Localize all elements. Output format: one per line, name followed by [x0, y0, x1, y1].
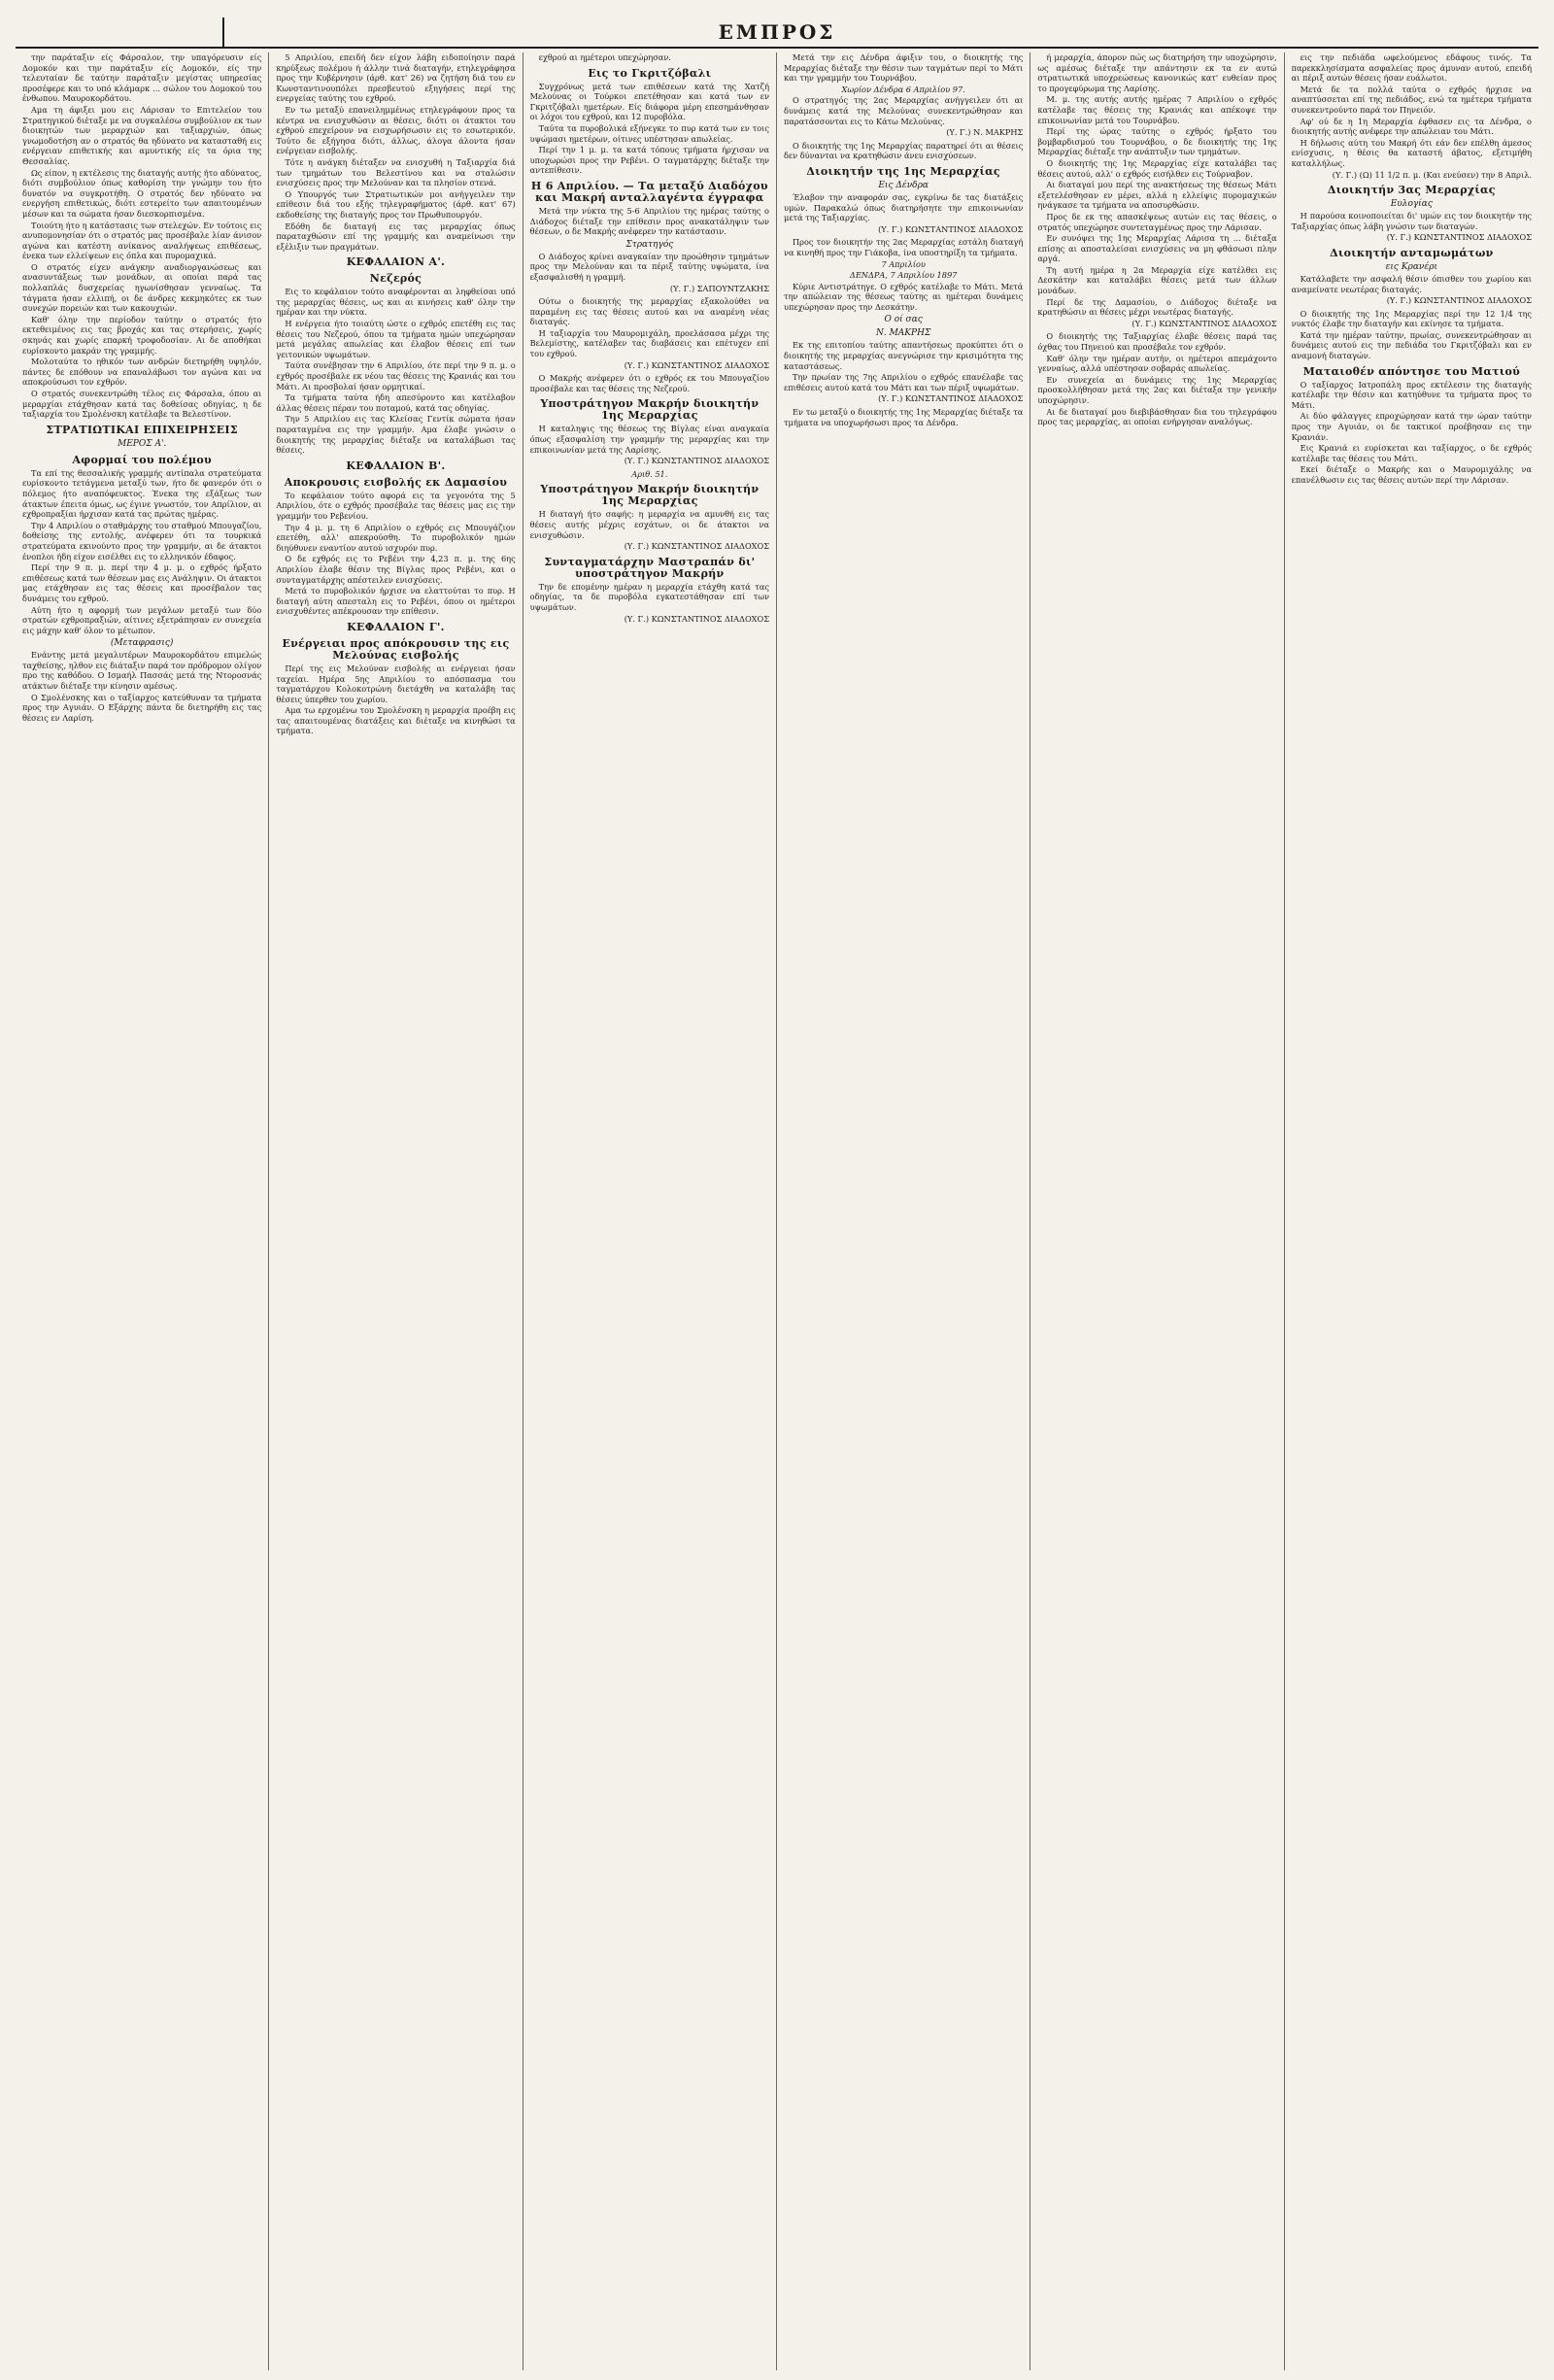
paragraph: Η ενέργεια ήτο τοιαύτη ώστε ο εχθρός επετέθη εις τας θέσεις του Νεζερού, όπου τα τμήματα ημών υπεχώρησαν μετά μεγάλας απωλείας και έλαβον θέσεις επί των γειτονικών υψωμάτων.	[276, 319, 516, 359]
paragraph: 5 Απριλίου, επειδή δεν είχον λάβη ειδοποίησιν παρά κηρύξεως πολέμου ή άλλην τινά διαταγήν, ετηλεγράφησα προς την Κυβέρνησιν (άρθ. κατ' 26) να ζητήση διά του εν Κωνσταντινουπόλει πρεσβευτού εξηγήσεις περί της ενεργείας ταύτης του εχθρού.	[276, 52, 516, 104]
paragraph: Εν τω μεταξύ ο διοικητής της 1ης Μεραρχίας διέταξε τα τμήματα να υποχωρήσωσι προς τα Δένδρα.	[784, 407, 1024, 427]
dateline: Χωρίον Δένδρα 6 Απριλίου 97.	[841, 84, 965, 94]
paragraph: Ο διοικητής της 1ης Μεραρχίας παρατηρεί ότι αι θέσεις δεν δύνανται να κρατηθώσιν άνευ ενισχύσεων.	[784, 140, 1024, 161]
paragraph: Προς τον διοικητήν της 2ας Μεραρχίας εστάλη διαταγή να κινηθή προς την Γιάκοβα, ίνα υποστηρίξη τα τμήματα.	[784, 237, 1024, 257]
dateline: 7 Απριλίου	[881, 258, 926, 269]
section-heading: Νεζερός	[369, 272, 422, 286]
section-heading: Η 6 Απριλίου. — Τα μεταξύ Διαδόχου και Μακρή ανταλλαγέντα έγγραφα	[530, 179, 768, 204]
text-column-6	[1285, 52, 1538, 2370]
section-heading: Διοικητήν της 1ης Μεραρχίας	[806, 164, 1000, 178]
paragraph: Ο διοικητής της 1ης Μεραρχίας περί την 12 1/4 της νυκτός έλαβε την διαταγήν και εκίνησε τα τμήματα.	[1291, 308, 1532, 329]
paragraph: Ο στρατηγός της 2ας Μεραρχίας ανήγγειλεν ότι αι δυνάμεις κατά της Μελούνας συνεκεντρώθησαν και παρατάσσονται εις το Κάτω Μελούνας.	[784, 95, 1024, 126]
paragraph: Ο στρατός συνεκεντρώθη τέλος εις Φάρσαλα, όπου αι μεραρχίαι ετάχθησαν κατά τας δοθείσας οδηγίας, η δε ταξιαρχία του Σμολένσκη κατέλαβε τα Βελεστίνον.	[22, 389, 262, 420]
paragraph: Το κεφάλαιον τούτο αφορά εις τα γεγονότα της 5 Απριλίου, ότε ο εχθρός προσέβαλε τας θέσεις μας εις την γραμμήν του Ρεβενίου.	[276, 490, 516, 521]
section-heading: ΚΕΦΑΛΑΙΟΝ Γ'.	[347, 620, 445, 633]
paragraph: Περί την 9 π. μ. περί την 4 μ. μ. ο εχθρός ήρξατο επιθέσεως κατά των θέσεων μας εις Ανάληψιν. Οι άτακτοι μας ετάχθησαν εις τας θέσεις και προσέβαλον τας δυνάμεις του εχθρού.	[22, 562, 262, 603]
subheading: Στρατηγός	[625, 239, 674, 250]
subheading: Εις Δένδρα	[878, 180, 929, 190]
paragraph: Η ταξιαρχία του Μαυρομιχάλη, προελάσασα μέχρι της Βελεμίστης, κατέλαβεν τας διαβάσεις και επέτυχεν επί του εχθρού.	[529, 327, 769, 359]
dateline: ΔΕΝΔΡΑ, 7 Απριλίου 1897	[849, 270, 958, 281]
paragraph: Εις το κεφάλαιον τούτο αναφέρονται αι ληφθείσαι υπό της μεραρχίας θέσεις, ως και αι κινήσεις καθ' όλην την ημέραν και την νύκτα.	[276, 287, 516, 318]
signature-line: (Υ. Γ.) Ν. ΜΑΚΡΗΣ	[946, 127, 1024, 138]
paragraph: Τοιούτη ήτο η κατάστασις των στελεχών. Εν τούτοις εις ανυπομονησίαν ότι ο στρατός μας προσέβαλε λίαν άνισον αγώνα και κατέστη ανίκανος αναλήψεως επιθέσεως, ένεκα των ελλείψεων εις όπλα και πυρομαχικά.	[22, 220, 262, 261]
section-heading: ΣΤΡΑΤΙΩΤΙΚΑΙ ΕΠΙΧΕΙΡΗΣΕΙΣ	[46, 423, 238, 436]
paragraph: Κύριε Αντιστράτηγε. Ο εχθρός κατέλαβε το Μάτι. Μετά την απώλειαν της θέσεως ταύτης αι ημέτεραι δυνάμεις υπεχώρησαν προς την Δεσκάτην.	[784, 281, 1024, 312]
paragraph: Περί την 1 μ. μ. τα κατά τόπους τμήματα ήρχισαν να υποχωρώσι προς την Ρεβένι. Ο ταγματάρχης διέταξε την αντεπίθεσιν.	[529, 145, 769, 176]
subheading: ΜΕΡΟΣ Α'.	[118, 438, 167, 449]
section-heading: Συνταγματάρχην Μαστραπάν δι' υποστράτηγον Μακρήν	[544, 555, 756, 580]
columns-container	[16, 52, 1538, 2370]
newspaper-title: ΕΜΠΡΟΣ	[718, 20, 836, 44]
paragraph: Εν τω μεταξύ επανειλημμένως ετηλεγράφουν προς τα κέντρα να ενισχυθώσιν αι θέσεις, διότι οι άτακτοι του εχθρού επεχείρουν να εισχωρήσωσιν εις το εσωτερικόν. Τούτο δε εξήγησα διότι, άλλως, άλογα άλοντα ήσαν ενέργειαν εισβολής.	[276, 104, 516, 156]
paragraph: Τα επί της θεσσαλικής γραμμής αντίπαλα στρατεύματα ευρίσκοντο τετάγμενα μεταξύ των, ήτο δε φανερόν ότι ο πόλεμος ήτο αναπόφευκτος. Ένεκα της εξάξεως των άτακτων έπειτα όμως, ως έγινε γνωστόν, τον Απρίλιον, αι εχθροπραξίαι ήρχισαν κατά τας πρώτας ημέρας.	[22, 467, 262, 520]
paragraph: Καθ' όλην την περίοδον ταύτην ο στρατός ήτο εκτεθειμένος εις τας βροχάς και τας στερήσεις, χωρίς σκηνάς και χωρίς επαρκή τροφοδοσίαν. Αι δε αποθήκαι ευρίσκοντο μακράν της γραμμής.	[22, 314, 262, 356]
paragraph: Αμα τω ερχομένω του Σμολένσκη η μεραρχία προέβη εις τας απαιτουμένας διατάξεις και διέταξε να κινηθώσι τα τμήματα.	[276, 705, 516, 736]
subheading: Ευλογίας	[1390, 199, 1433, 210]
section-heading: ΚΕΦΑΛΑΙΟΝ Β'.	[346, 459, 446, 472]
paragraph: Κατάλαβετε την ασφαλή θέσιν όπισθεν του χωρίου και αναμείνατε νεωτέρας διαταγάς.	[1291, 273, 1532, 294]
paragraph: Ως είπον, η εκτέλεσις της διαταγής αυτής ήτο αδύνατος, διότι συμβούλιον όπως καθορίση την γνώμην του ήτο δυνατόν να συγκροτήθη. Ο στρατός δεν ηδύνατο να ενεργήση επιθετικώς, διότι εστερείτο των απαιτουμένων μέσων και τα σώματα ήσαν διεσκορπισμένα.	[22, 167, 262, 219]
paragraph: Αι διαταγαί μου περί της ανακτήσεως της θέσεως Μάτι εξετελέσθησαν εν μέρει, αλλά η ελλείψις πυρομαχικών ηνάγκασε τα τμήματα να αποσυρθώσιν.	[1037, 180, 1277, 211]
paragraph: Αμα τη άφιξει μου εις Λάρισαν το Επιτελείον του Στρατηγικού διέταξε με να συγκαλέσω συμβούλιον εκ των διοικητών των μεραρχιών και ταξιαρχιών, όπως γνωμοδοτήση αν ο στρατός θα ηδύνατο να κατασταθή εις ενέργειαν επιθετικής και αμυντικής είς τα όρια της Θεσσαλίας.	[22, 104, 262, 166]
paragraph: Ούτω ο διοικητής της μεραρχίας εξακολούθει να παραμένη εις τας θέσεις αυτού και να αναμένη νέας διαταγάς.	[529, 296, 769, 327]
paragraph: Μετά την νύκτα της 5-6 Απριλίου της ημέρας ταύτης ο Διάδοχος διέταξε την επίθεσιν προς ανακατάληψιν των θέσεων, ο δε Μακρής ανέφερεν την κατάστασιν.	[529, 205, 769, 237]
paragraph: Προς δε εκ της απασκέψεως αυτών εις τας θέσεις, ο στρατός υπεχώρησε συντεταγμένως προς την Λάρισαν.	[1037, 211, 1277, 232]
section-heading: Αποκρουσις εισβολής εκ Δαμασίου	[284, 475, 508, 489]
paragraph: εις την πεδιάδα ωφελούμενος εδάφους τινός. Τα παρεκκλησίσματα ασφαλείας προς άμυναν αυτού, επειδή αι πέριξ αυτών θέσεις ήσαν ευάλωτοι.	[1291, 52, 1532, 84]
paragraph: Ο Διάδοχος κρίνει αναγκαίαν την προώθησιν τμημάτων προς την Μελούναν και τα πέριξ ταύτης υψώματα, ίνα εξασφαλισθή η γραμμή.	[529, 251, 769, 282]
section-heading: Ενέργειαι προς απόκρουσιν της εις Μελούνας εισβολής	[282, 636, 510, 662]
paragraph: Μετά την εις Δένδρα άφιξιν του, ο διοικητής της Μεραρχίας διέταξε την θέσιν των ταγμάτων περί το Μάτι και την γραμμήν του Τουρνάβου.	[784, 52, 1024, 84]
signature-line: (Υ. Γ.) ΚΩΝΣΤΑΝΤΙΝΟΣ ΔΙΑΔΟΧΟΣ	[624, 359, 769, 370]
text-column-5	[1030, 52, 1284, 2370]
fold-mark	[222, 17, 224, 47]
signature-line: (Υ. Γ.) ΚΩΝΣΤΑΝΤΙΝΟΣ ΔΙΑΔΟΧΟΣ	[878, 223, 1024, 234]
signature-line: (Υ. Γ.) ΣΑΠΟΥΝΤΖΑΚΗΣ	[669, 283, 769, 293]
paragraph: Την δε επομένην ημέραν η μεραρχία ετάχθη κατά τας οδηγίας, τα δε πυροβόλα εγκατεστάθησαν επί των υψωμάτων.	[529, 581, 769, 612]
subheading: Ο οί σας	[884, 315, 923, 325]
paragraph: Ο Υπουργός των Στρατιωτικών μοι ανήγγειλεν την επίθεσιν διά του εξής τηλεγραφήματος (άρθ. κατ' 67) εκδοθείσης της διαταγής προς τον Πρωθυπουργόν.	[276, 188, 516, 220]
paragraph: Περί της εις Μελούναν εισβολής αι ενέργειαι ήσαν ταχείαι. Ημέρα 5ης Απριλίου το απόσπασμα του ταγματάρχου Κολοκοτρώνη διετάχθη να καταλάβη τας θέσεις ύπερθεν του χωρίου.	[276, 663, 516, 704]
paragraph: Έλαβον την αναφοράν σας, εγκρίνω δε τας διατάξεις υμών. Παρακαλώ όπως διατηρήσητε την επικοινωνίαν μετά της Ταξιαρχίας.	[784, 191, 1024, 223]
paragraph: Ο στρατός είχεν ανάγκην αναδιοργανώσεως και ανασυντάξεως των μονάδων, αι οποίαι παρά τας πολλαπλάς δυσχερείας ηγωνίσθησαν γενναίως. Τα τάγματα ήσαν ελλιπή, οι δε άνδρες κεκμηκότες εκ των συνεχών πορειών και των κακουχιών.	[22, 261, 262, 314]
paragraph: Αφ' ού δε η 1η Μεραρχία έφθασεν εις τα Δένδρα, ο διοικητής αυτής ανέφερε την απώλειαν του Μάτι.	[1291, 116, 1532, 137]
section-heading: ΚΕΦΑΛΑΙΟΝ Α'.	[346, 255, 446, 269]
paragraph: Συγχρόνως μετά των επιθέσεων κατά της Χατζή Μελούνας οι Τούρκοι επετέθησαν και κατά των εν Γκριτζόβαλι ημετέρων. Είς διάφορα μέρη επεσημάνθησαν οι λόχοι του εχθρού, και 12 πυροβόλα.	[529, 81, 769, 122]
signature-line: (Υ. Γ.) ΚΩΝΣΤΑΝΤΙΝΟΣ ΔΙΑΔΟΧΟΣ	[624, 613, 769, 624]
paragraph: την παράταξιν είς Φάρσαλον, την υπαγόρευσιν είς Δομοκόν και την παράταξιν είς Δομοκόν, είς την τελευταίαν δε ταύτην παράταξιν μεγίστας υπηρεσίας προσέφερε και το υπό κλάμαρκ ... σώλον του Δομοκού του ένθωπου. Μαυροκορδάτου.	[22, 52, 262, 104]
paragraph: Εκ της επιτοπίου ταύτης απαντήσεως προκύπτει ότι ο διοικητής της μεραρχίας ανεγνώρισε την κρισιμότητα της καταστάσεως.	[784, 340, 1024, 371]
text-column-3	[524, 52, 777, 2370]
paragraph: Ο διοικητής της Ταξιαρχίας έλαβε θέσεις παρά τας όχθας του Πηνειού και προσέβαλε τον εχθρόν.	[1037, 331, 1277, 353]
paragraph: Μ. μ. της αυτής αυτής ημέρας 7 Απριλίου ο εχθρός κατέλαβε τας θέσεις της Κρανιάς και απέκοψε την επικοινωνίαν μετά του Τουρνάβου.	[1037, 94, 1277, 125]
paragraph: Μετά δε τα πολλά ταύτα ο εχθρός ήρχισε να αναπτύσσεται επί της πεδιάδος, ενώ τα ημέτερα τμήματα συνεκεντρούντο παρά τον Πηνειόν.	[1291, 84, 1532, 115]
section-heading: Ματαιοθέν απόντησε του Ματιού	[1302, 364, 1521, 378]
paragraph: Εν συνεχεία αι δυνάμεις της 1ης Μεραρχίας προσκολλήθησαν μετά της 2ας και διέταξα την γενικήν υποχώρησιν.	[1037, 374, 1277, 405]
signature-line: (Υ. Γ.) ΚΩΝΣΤΑΝΤΙΝΟΣ ΔΙΑΔΟΧΟΣ	[1132, 318, 1277, 328]
paragraph: Ο Μακρής ανέφερεν ότι ο εχθρός εκ του Μπουγαζίου προσέβαλε και τας θέσεις της Νεζερού.	[529, 373, 769, 393]
paragraph: Ενάντης μετά μεγαλυτέρων Μαυροκορδάτου επιμελώς ταχθείσης, ηλθον εις διάταξιν παρά τον πρόδρομον ολίγον προ της καθόδου. Ο Ισμαήλ Πασσάς μετά της Ντοροσνάς ατάκτων διέταξε την κίνησιν αμέσως.	[22, 650, 262, 692]
paragraph: Τα τμήματα ταύτα ήδη απεσύροντο και κατέλαβον άλλας θέσεις πέραν του ποταμού, κατά τας οδηγίας.	[276, 392, 516, 413]
paragraph: Η παρούσα κοινοποιείται δι' υμών εις τον διοικητήν της Ταξιαρχίας όπως λάβη γνώσιν των διαταγών.	[1291, 211, 1532, 231]
paragraph: ή μεραρχία, άπορον πώς ως διατηρήση την υποχώρησιν, ως αμέσως διέταξε την απάντησιν εκ τα εν αυτώ στρατιωτικά υποχρεώσεως κανονικώς κατ' ευθείαν προς το προγεφύρωμα της Λαρίσης.	[1037, 52, 1277, 93]
paragraph: Ο ταξίαρχος Ιατροπάλη προς εκτέλεσιν της διαταγής κατέλαβε την θέσιν και κατηύθυνε τα τμήματα προς το Μάτι.	[1291, 379, 1532, 410]
signature-line: (Υ. Γ.) ΚΩΝΣΤΑΝΤΙΝΟΣ ΔΙΑΔΟΧΟΣ	[624, 541, 769, 552]
text-column-1	[16, 52, 269, 2370]
paragraph: Τη αυτή ημέρα η 2α Μεραρχία είχε κατέλθει εις Δεσκάτην και καταλάβει θέσεις μετά των άλλων μονάδων.	[1037, 264, 1277, 296]
paragraph: Ο δε εχθρός εις το Ρεβένι την 4,23 π. μ. της 6ης Απριλίου έλαβε θέσιν της Βίγλας προς Ρεβένι, και ο συνταγματάρχης απέστειλεν ενισχύσεις.	[276, 554, 516, 585]
paragraph: Την 4 μ. μ. τη 6 Απριλίου ο εχθρός εις Μπουγάζιον επετέθη, αλλ' απεκρούσθη. Το πυροβολικόν ημών διηύθυνεν εναντίον αυτού ισχυρόν πυρ.	[276, 522, 516, 553]
paragraph: Περί της ώρας ταύτης ο εχθρός ήρξατο του βομβαρδισμού του Τουρνάβου, ο δε διοικητής της 1ης Μεραρχίας διέταξε την ανάπτυξιν των τμημάτων.	[1037, 126, 1277, 157]
section-heading: Διοικητήν ανταμωμάτων	[1330, 246, 1494, 259]
subheading: (Μεταφρασις)	[110, 638, 174, 649]
paragraph: Εν συνόψει της 1ης Μεραρχίας Λάρισα τη ... διέταξα επίσης αι αποσταλείσαι ενισχύσεις να μη φθάσωσι πλην αργά.	[1037, 233, 1277, 264]
paragraph: Ο διοικητής της 1ης Μεραρχίας είχε καταλάβει τας θέσεις αυτού, αλλ' ο εχθρός εισήλθεν εις Τούρναβον.	[1037, 157, 1277, 179]
paragraph: Κατά την ημέραν ταύτην, πρωίας, συνεκεντρώθησαν αι δυνάμεις αυτού εις την πεδιάδα του Γκριτζόβαλι και εν αναμονή διαταγών.	[1291, 329, 1532, 361]
signature-line: (Υ. Γ.) ΚΩΝΣΤΑΝΤΙΝΟΣ ΔΙΑΔΟΧΟΣ	[624, 456, 769, 466]
paragraph: Ο Σμολένσκης και ο ταξίαρχος κατεύθυναν τα τμήματα προς την Αγυιάν. Ο Εξάρχης πάντα δε διετηρήθη εις τας θέσεις εν Λαρίση.	[22, 692, 262, 723]
paragraph: Τότε η ανάγκη διέταξεν να ενισχυθή η Ταξιαρχία διά των τμημάτων του Βελεστίνου και να σταλώσιν ενισχύσεις προς την Μελούναν και τα πλησίον στενά.	[276, 156, 516, 188]
paragraph: Την 5 Απριλίου εις τας Κλείσας Γεντίκ σώματα ήσαν παραταγμένα εις την γραμμήν. Αμα έλαβε γνώσιν ο διοικητής της μεραρχίας διέταξε να καταλάβωσι τας θέσεις.	[276, 414, 516, 456]
paragraph: εχθρού αι ημέτεροι υπεχώρησαν.	[538, 52, 671, 62]
paragraph: Μετά το πυροβολικόν ήρχισε να ελαττούται το πυρ. Η διαταγή αύτη απεσταλη εις το Ρεβένι, όπου οι ημέτεροι ενισχυθέντες απέκρουσαν την επίθεσιν.	[276, 586, 516, 617]
paragraph: Εκεί διέταξε ο Μακρής και ο Μαυρομιχάλης να επανέλθωσιν εις τας θέσεις αυτών περί την Λάρισαν.	[1291, 464, 1532, 485]
text-column-4	[777, 52, 1030, 2370]
section-heading: Διοικητήν 3ας Μεραρχίας	[1327, 184, 1496, 197]
paragraph: Εδόθη δε διαταγή εις τας μεραρχίας όπως παραταχθώσιν επί της γραμμής και αναμείνωσι την εξέλιξιν των πραγμάτων.	[276, 221, 516, 252]
paragraph: Η δήλωσις αύτη του Μακρή ότι εάν δεν επέλθη άμεσος ενίσχυσις, η θέσις θα καταστή άβατος, εξετιμήθη καταλλήλως.	[1291, 137, 1532, 168]
dateline: Αριθ. 51.	[631, 468, 668, 479]
paragraph: Ταύτα συνέβησαν την 6 Απριλίου, ότε περί την 9 π. μ. ο εχθρός προσέβαλε εκ νέου τας θέσεις της Κρανιάς και του Μάτι. Αι προσβολαί ήσαν ορμητικαί.	[276, 360, 516, 391]
signature-line: (Υ. Γ.) ΚΩΝΣΤΑΝΤΙΝΟΣ ΔΙΑΔΟΧΟΣ	[878, 393, 1024, 404]
section-heading: Εις το Γκριτζόβαλι	[588, 66, 712, 80]
section-heading: Υποστράτηγον Μακρήν διοικητήν 1ης Μεραρχίας	[540, 483, 760, 508]
signature-line: (Υ. Γ.) ΚΩΝΣΤΑΝΤΙΝΟΣ ΔΙΑΔΟΧΟΣ	[1386, 232, 1532, 243]
paragraph: Μολοταύτα το ηθικόν των ανδρών διετηρήθη υψηλόν, πάντες δε επόθουν να επαναλάβωσι τον αγώνα και να αποκρούσωσι τον εχθρόν.	[22, 357, 262, 388]
paragraph: Η διαταγή ήτο σαφής: η μεραρχία να αμυνθή εις τας θέσεις αυτής μέχρις εσχάτων, οι δε άτακτοι να ενισχυθώσιν.	[529, 509, 769, 540]
paragraph: Η καταληψις της θέσεως της Βίγλας είναι αναγκαία όπως εξασφαλίση την γραμμήν της μεραρχίας και την επικοινωνίαν μετά της Λαρίσης.	[529, 424, 769, 455]
paragraph: Εις Κρανιά ει ευρίσκεται και ταξίαρχος, ο δε εχθρός κατέλαβε τας θέσεις του Μάτι.	[1291, 443, 1532, 463]
section-heading: Υποστράτηγον Μακρήν διοικητήν 1ης Μεραρχίας	[540, 397, 760, 423]
paragraph: Καθ' όλην την ημέραν αυτήν, οι ημέτεροι απεμάχοντο γενναίως, αλλά υπέστησαν σοβαράς απωλείας.	[1037, 353, 1277, 374]
subheading: εις Κρανέρι	[1385, 261, 1438, 272]
paragraph: Την πρωίαν της 7ης Απριλίου ο εχθρός επανέλαβε τας επιθέσεις αυτού κατά του Μάτι και των πέριξ υψωμάτων.	[784, 372, 1024, 392]
paragraph: Την 4 Απριλίου ο σταθμάρχης του σταθμού Μπουγαζίου, δοθείσης της εντολής, ανέφερεν ότι τα τουρκικά στρατεύματα εκινούντο προς την γραμμήν, αι δε άτακτοι ένοπλοι ήδη είχον εισέλθει εις το ελληνικόν έδαφος.	[22, 520, 262, 561]
subheading: Ν. ΜΑΚΡΗΣ	[876, 328, 931, 339]
paragraph: Αύτη ήτο η αφορμή των μεγάλων μεταξύ των δύο στρατών εχθροπραξιών, αίτινες εξετράπησαν εν συνεχεία εις μάχην καθ' όλον το μέτωπον.	[22, 604, 262, 635]
paragraph: Περί δε της Δαμασίου, ο Διάδοχος διέταξε να κρατηθώσιν αι θέσεις μέχρι νεωτέρας διαταγής.	[1037, 296, 1277, 318]
signature-line: (Υ. Γ.) (Ω) 11 1/2 π. μ. (Και ενεύσεν) την 8 Απριλ.	[1332, 169, 1532, 180]
paragraph: Αι δύο φάλαγγες επροχώρησαν κατά την ώραν ταύτην προς την Αγυιάν, οι δε τακτικοί προέβησαν εις την Κρανιάν.	[1291, 411, 1532, 442]
masthead	[16, 17, 1538, 49]
text-column-2	[269, 52, 523, 2370]
paragraph: Αι δε διαταγαί μου διεβιβάσθησαν δια του τηλεγράφου προς τας μεραρχίας, αι οποίαι ενήργησαν αναλόγως.	[1037, 406, 1277, 427]
section-heading: Αφορμαί του πολέμου	[72, 453, 212, 466]
signature-line: (Υ. Γ.) ΚΩΝΣΤΑΝΤΙΝΟΣ ΔΙΑΔΟΧΟΣ	[1386, 295, 1532, 306]
paragraph: Ταύτα τα πυροβολικά εξήνεγκε το πυρ κατά των εν τοις υψώμασι ημετέρων, οίτινες υπέστησαν απωλείας.	[529, 122, 769, 144]
